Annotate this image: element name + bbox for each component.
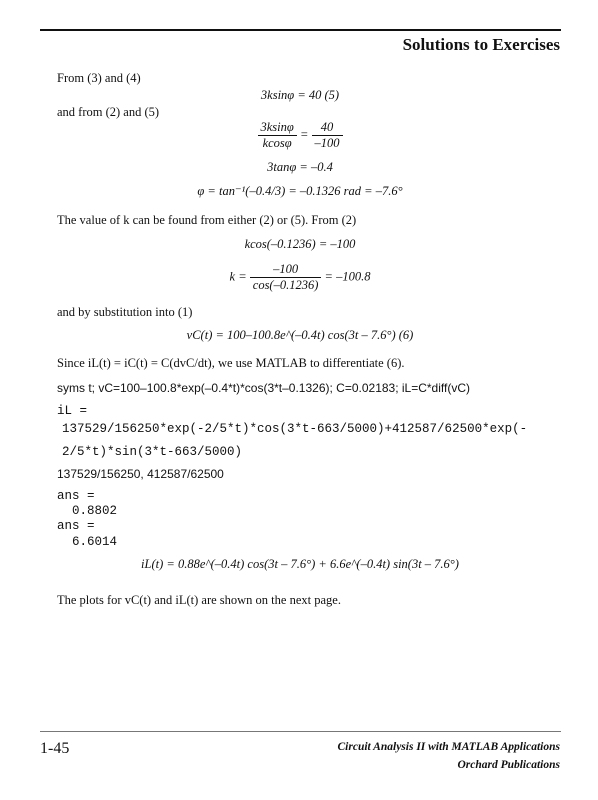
equation-5 [200,88,400,103]
output-iL-line-1: 137529/156250*exp(-2/5*t)*cos(3*t-663/5000)+412587/62500*exp(- [62,422,528,436]
equation-kcos: kcos(–0.1236) = –100 [244,237,356,251]
matlab-command-2: 137529/156250, 412587/62500 [57,467,224,481]
header-rule [40,29,561,31]
equation-phi: φ = tan⁻¹(–0.4/3) = –0.1326 rad = –7.6° [197,184,403,198]
equation-tan: 3tanφ = –0.4 [267,160,333,174]
page-header-title: Solutions to Exercises [402,35,560,54]
footer-publisher: Orchard Publications [457,759,560,771]
paragraph-5: Since iL(t) = iC(t) = C(dvC/dt), we use MATLAB to differentiate (6). [57,356,405,370]
ans-label-1: ans = [57,489,95,503]
equation-5-text: 3ksinφ = 40 (5) [260,88,340,102]
fraction-right-denominator: –100 [314,136,340,150]
fraction-k [250,262,322,293]
ans-value-2: 6.6014 [72,535,118,549]
equation-k-lhs: k = [229,269,247,284]
paragraph-6: The plots for vC(t) and iL(t) are shown on the next page. [57,593,341,607]
equation-iL: iL(t) = 0.88e^(–0.4t) cos(3t – 7.6°) + 6.6e^(–0.4t) sin(3t – 7.6°) [141,557,459,571]
equation-ratio [200,120,400,151]
fraction-left-numerator: 3ksinφ [258,120,297,136]
ans-label-2: ans = [57,519,95,533]
fraction-right [312,120,343,151]
page-number: 1-45 [40,740,70,757]
footer-book-title: Circuit Analysis II with MATLAB Applications [337,741,560,753]
output-label-iL: iL = [57,404,88,418]
fraction-left [258,120,297,151]
paragraph-1: From (3) and (4) [57,71,141,85]
fraction-k-numerator: –100 [250,262,322,278]
output-iL-line-2: 2/5*t)*sin(3*t-663/5000) [62,445,243,459]
equation-k [170,262,430,293]
fraction-left-denominator: kcosφ [262,136,292,150]
footer-rule [40,731,561,732]
equals-sign: = [299,127,312,142]
paragraph-4: and by substitution into (1) [57,305,193,319]
matlab-command-1: syms t; vC=100–100.8*exp(–0.4*t)*cos(3*t–0.1326); C=0.02183; iL=C*diff(vC) [57,381,471,395]
equation-6: vC(t) = 100–100.8e^(–0.4t) cos(3t – 7.6°) (6) [186,328,414,342]
equation-k-rhs: = –100.8 [324,269,371,284]
ans-value-1: 0.8802 [72,504,118,518]
fraction-k-denominator: cos(–0.1236) [252,278,319,292]
paragraph-2: and from (2) and (5) [57,105,160,119]
fraction-right-numerator: 40 [312,120,343,136]
paragraph-3: The value of k can be found from either (2) or (5). From (2) [57,213,357,227]
